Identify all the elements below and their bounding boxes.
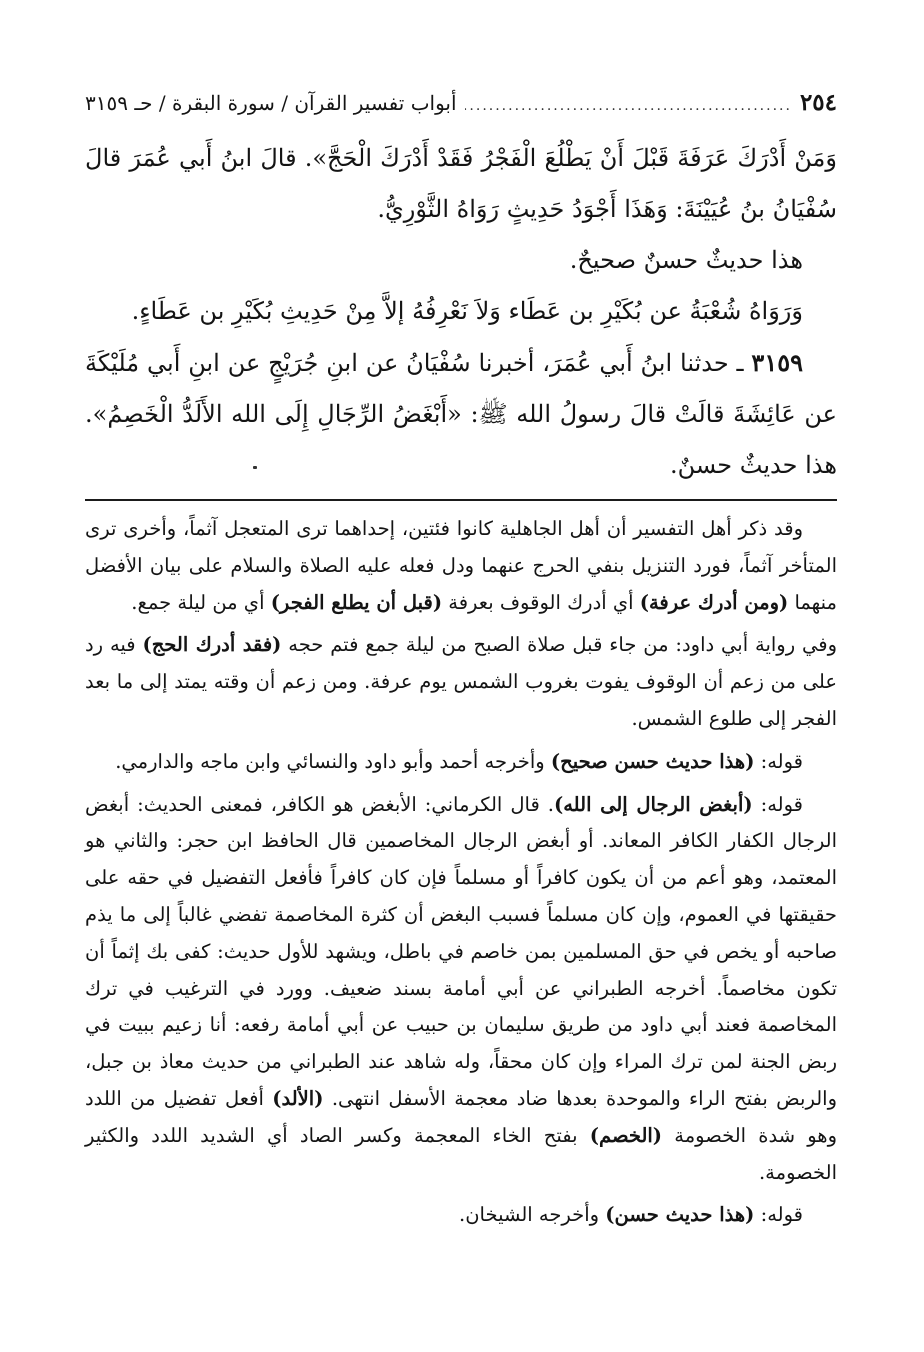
- quoted-phrase: (قبل أن يطلع الفجر): [270, 590, 443, 614]
- quoted-phrase: (ومن أدرك عرفة): [639, 590, 789, 614]
- book-page: [85, 86, 837, 1234]
- quoted-phrase: (هذا حديث حسن صحيح): [550, 749, 755, 773]
- running-title: أبواب تفسير القرآن / سورة البقرة / حـ ٣١٥٩: [85, 91, 457, 115]
- matn-paragraph-3: وَرَوَاهُ شُعْبَةُ عن بُكَيْرِ بن عَطَاء وَلاَ نَعْرِفُهُ إلاَّ مِنْ حَدِيثِ بُكَيْرِ بن عَطَاءٍ.: [131, 297, 803, 325]
- quoted-phrase: (أبغض الرجال إلى الله): [554, 792, 753, 816]
- hadith-text: [85, 133, 837, 491]
- page-number: ٢٥٤: [799, 89, 837, 116]
- commentary-paragraph-4: قوله: (أبغض الرجال إلى الله). قال الكرماني: الأبغض هو الكافر، فمعنى الحديث: أبغض الرجال الكفار الكافر المعاند. أو أبغض الرجال المخاصمين قال الحافظ ابن حجر: والثاني هو المعتمد، وهو أعم من أن يكون كافراً أو مسلماً فإن كان كافراً فأفعل التفضيل في حقه على حقيقتها في العموم، وإن كان مسلماً فسبب البغض أن كثرة المخاصمة تفضي غالباً إلى ما يذم صاحبه أو يخص في حق المسلمين بمن خاصم في باطل، ويشهد للأول حديث: كفى بك إثماً أن تكون مخاصماً. أخرجه الطبراني عن أبي أمامة بسند ضعيف. وورد في الترغيب في ترك المخاصمة فعند أبي داود من طريق سليمان بن حبيب عن أبي أمامة رفعه: أنا زعيم ببيت في ربض الجنة لمن ترك المراء وإن كان محقاً، وله شاهد عند الطبراني من حديث معاذ بن جبل، والربض بفتح الراء والموحدة بعدها ضاد معجمة الأسفل انتهى. (الألد) أفعل تفضيل من اللدد وهو شدة الخصومة (الخصم) بفتح الخاء المعجمة وكسر الصاد أي الشديد اللدد والكثير الخصومة.: [85, 792, 838, 1184]
- matn-paragraph-1: وَمَنْ أَدْرَكَ عَرَفَةَ قَبْلَ أَنْ يَطْلُعَ الْفَجْرُ فَقَدْ أَدْرَكَ الْحَجَّ». قالَ ابنُ أَبي عُمَرَ قالَ سُفْيَانُ بنُ عُيَيْنَةَ: وَهَذَا أَجْوَدُ حَدِيثٍ رَوَاهُ الثَّوْرِيُّ.: [85, 144, 837, 223]
- hadith-number: ٣١٥٩: [751, 348, 803, 377]
- commentary-paragraph-5: قوله: (هذا حديث حسن) وأخرجه الشيخان.: [459, 1203, 803, 1227]
- separator-rule: [85, 499, 837, 501]
- commentary-paragraph-3: قوله: (هذا حديث حسن صحيح) وأخرجه أحمد وأبو داود والنسائي وابن ماجه والدارمي.: [115, 749, 803, 773]
- commentary-paragraph-2: وفي رواية أبي داود: من جاء قبل صلاة الصبح من ليلة جمع فتم حجه (فقد أدرك الحج) فيه رد على من زعم أن الوقوف يفوت بغروب الشمس يوم عرفة. ومن زعم أن وقته يمتد إلى ما بعد الفجر إلى طلوع الشمس.: [85, 633, 837, 730]
- print-speck: [253, 466, 257, 469]
- quoted-phrase: (فقد أدرك الحج): [142, 633, 282, 657]
- matn-grading: هذا حديثٌ حسنٌ صحيحٌ.: [569, 246, 803, 274]
- hadith-body: ـ حدثنا ابنُ أَبي عُمَرَ، أخبرنا سُفْيَانُ عن ابنِ جُرَيْجٍ عن ابنِ أَبي مُلَيْكَةَ عن عَائِشَةَ قالَتْ قالَ رسولُ الله ﷺ: «أَبْغَضُ الرِّجَالِ إِلَى الله الأَلَدُّ الْخَصِمُ». هذا حديثٌ حسنٌ.: [85, 349, 837, 479]
- quoted-phrase: (الألد): [272, 1086, 324, 1110]
- quoted-phrase: (الخصم): [589, 1123, 663, 1147]
- running-header: [85, 86, 837, 121]
- hadith-3159: [85, 337, 837, 491]
- commentary: [85, 511, 837, 1234]
- quoted-phrase: (هذا حديث حسن): [605, 1203, 755, 1227]
- header-leader-dots: [465, 89, 792, 123]
- commentary-paragraph-1: وقد ذكر أهل التفسير أن أهل الجاهلية كانوا فئتين، إحداهما ترى المتعجل آثماً، وأخرى ترى المتأخر آثماً، فورد التنزيل بنفي الحرج عنهما ودل فعله عليه الصلاة والسلام على بيان الأفضل منهما (ومن أدرك عرفة) أي أدرك الوقوف بعرفة (قبل أن يطلع الفجر) أي من ليلة جمع.: [85, 517, 837, 614]
